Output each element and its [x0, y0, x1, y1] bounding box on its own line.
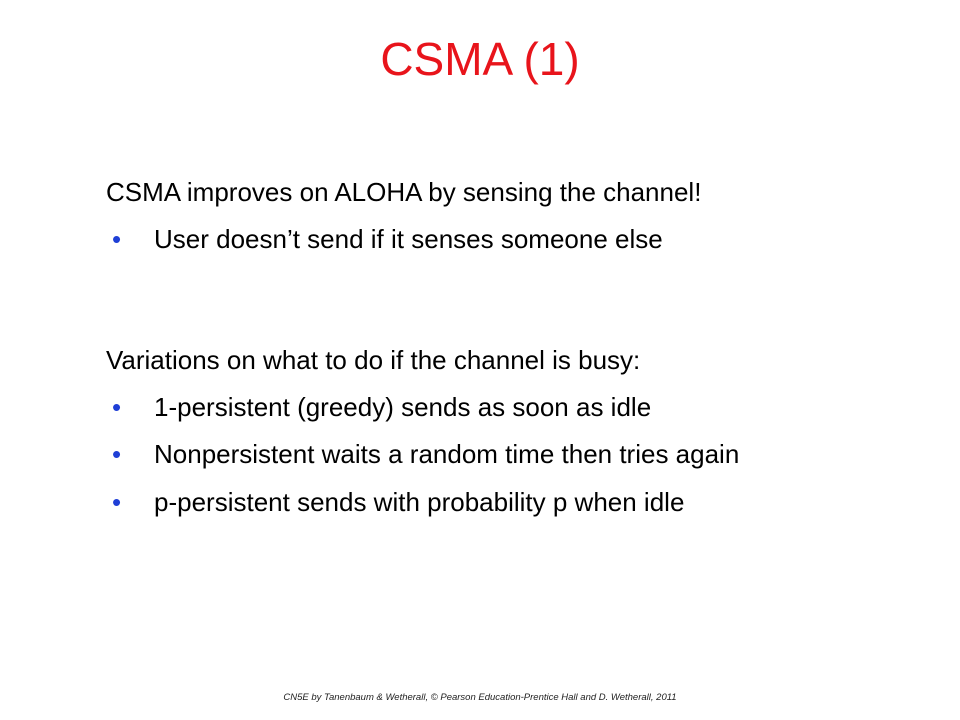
- section-intro: CSMA improves on ALOHA by sensing the channel!: [106, 177, 702, 207]
- bullet-text: User doesn’t send if it senses someone else: [154, 224, 663, 255]
- bullet-marker: •: [112, 439, 122, 470]
- section-sensing: [106, 177, 906, 255]
- bullet-marker: •: [112, 224, 122, 255]
- bullet-item: [106, 439, 906, 470]
- bullet-item: [106, 392, 906, 423]
- footer-credit: CN5E by Tanenbaum & Wetherall, © Pearson Education-Prentice Hall and D. Wetherall, 2011: [283, 692, 677, 703]
- slide-title: CSMA (1): [380, 33, 580, 85]
- bullet-text: 1-persistent (greedy) sends as soon as idle: [154, 392, 652, 423]
- section-intro: Variations on what to do if the channel is busy:: [106, 345, 641, 375]
- bullet-text: p-persistent sends with probability p when idle: [154, 486, 685, 517]
- bullet-text: Nonpersistent waits a random time then tries again: [154, 439, 740, 470]
- bullet-marker: •: [112, 486, 122, 517]
- bullet-item: [106, 487, 906, 518]
- bullet-item: [106, 224, 906, 255]
- section-variations: [106, 345, 906, 518]
- bullet-marker: •: [112, 392, 122, 423]
